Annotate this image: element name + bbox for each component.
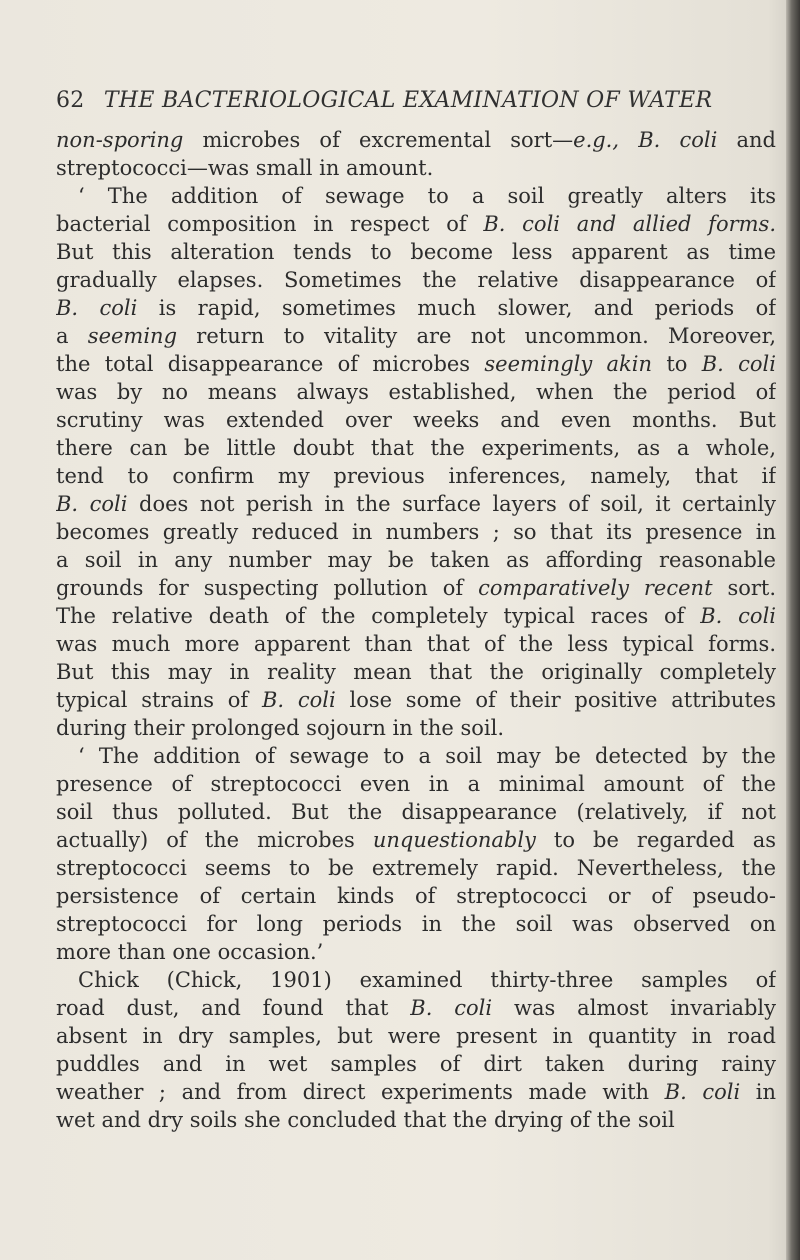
text-run: streptococci for long periods in the soil was observed on [56, 912, 776, 936]
text-line [56, 518, 776, 546]
italic-text: seeming [87, 324, 178, 348]
text-run: is rapid, sometimes much slower, and periods of [137, 296, 776, 320]
text-line [56, 1050, 776, 1078]
text-line [56, 630, 776, 658]
text-line [56, 910, 776, 938]
text-run: weather ; and from direct experiments made with [56, 1080, 665, 1104]
text-run: streptococci seems to be extremely rapid. Nevertheless, the [56, 856, 776, 880]
text-line [56, 350, 776, 378]
text-line [56, 210, 776, 238]
text-run: streptococci—was small in amount. [56, 156, 434, 180]
text-run: grounds for suspecting pollution of [56, 576, 479, 600]
text-run: the total disappearance of microbes [56, 352, 485, 376]
text-run: road dust, and found that [56, 996, 411, 1020]
text-run: there can be little doubt that the experiments, as a whole, [56, 436, 776, 460]
body-text [56, 126, 776, 1134]
italic-text: B. coli [410, 996, 493, 1020]
italic-text: unquestionably [372, 828, 536, 852]
italic-text: non-sporing [56, 128, 184, 152]
text-line [56, 434, 776, 462]
text-line [56, 714, 776, 742]
text-line [56, 1078, 776, 1106]
text-run: and [717, 128, 776, 152]
italic-text: B. coli [261, 688, 336, 712]
text-line [56, 882, 776, 910]
text-run: more than one occasion.’ [56, 940, 324, 964]
text-line [56, 770, 776, 798]
text-run: bacterial composition in respect of [56, 212, 484, 236]
text-run: ‘ The addition of sewage to a soil greatly alters its [78, 184, 776, 208]
italic-text: B. coli and allied forms. [483, 212, 776, 236]
text-run: tend to confirm my previous inferences, namely, that if [56, 464, 776, 488]
italic-text: B. coli [700, 604, 776, 628]
text-run: return to vitality are not uncommon. Moreover, [177, 324, 776, 348]
text-line [56, 854, 776, 882]
text-run: But this alteration tends to become less apparent as time [56, 240, 776, 264]
text-run: a soil in any number may be taken as affording reasonable [56, 548, 776, 572]
text-line [56, 826, 776, 854]
text-run: Chick (Chick, 1901) examined thirty-three samples of [78, 968, 776, 992]
text-line [56, 686, 776, 714]
text-run: ‘ The addition of sewage to a soil may be detected by the [78, 744, 776, 768]
text-run: But this may in reality mean that the originally completely [56, 660, 776, 684]
text-run: to [652, 352, 702, 376]
text-run: persistence of certain kinds of streptococci or of pseudo- [56, 884, 776, 908]
text-run: presence of streptococci even in a minimal amount of the [56, 772, 776, 796]
text-run: puddles and in wet samples of dirt taken during rainy [56, 1052, 776, 1076]
text-line [56, 798, 776, 826]
text-run: in [740, 1080, 776, 1104]
running-title: THE BACTERIOLOGICAL EXAMINATION OF WATER [103, 88, 713, 113]
text-line [56, 378, 776, 406]
text-run: actually) of the microbes [56, 828, 373, 852]
italic-text: comparatively recent [478, 576, 713, 600]
text-line [56, 238, 776, 266]
text-line [56, 1022, 776, 1050]
text-line [56, 154, 776, 182]
italic-text: seemingly akin [484, 352, 653, 376]
page-number: 62 [56, 88, 85, 113]
text-line [56, 266, 776, 294]
text-line [56, 602, 776, 630]
text-line [56, 546, 776, 574]
text-run: typical strains of [56, 688, 262, 712]
text-run: was almost invariably [492, 996, 776, 1020]
text-line [56, 966, 776, 994]
italic-text: B. coli [664, 1080, 741, 1104]
italic-text: e.g., B. coli [573, 128, 718, 152]
text-line [56, 938, 776, 966]
text-line [56, 490, 776, 518]
text-run: lose some of their positive attributes [335, 688, 776, 712]
page-edge-shadow [786, 0, 800, 1260]
text-line [56, 322, 776, 350]
text-run: during their prolonged sojourn in the soil. [56, 716, 505, 740]
text-run: scrutiny was extended over weeks and even months. But [56, 408, 776, 432]
text-line [56, 1106, 776, 1134]
text-run: was by no means always established, when the period of [56, 380, 776, 404]
text-run: becomes greatly reduced in numbers ; so that its presence in [56, 520, 776, 544]
text-run: gradually elapses. Sometimes the relative disappearance of [56, 268, 776, 292]
running-header [56, 88, 756, 113]
text-run: soil thus polluted. But the disappearance (relatively, if not [56, 800, 776, 824]
text-run: sort. [712, 576, 776, 600]
text-line [56, 182, 776, 210]
text-line [56, 574, 776, 602]
text-run: to be regarded as [535, 828, 776, 852]
text-line [56, 658, 776, 686]
italic-text: B. coli [701, 352, 776, 376]
text-run: a [56, 324, 88, 348]
text-run: The relative death of the completely typical races of [56, 604, 701, 628]
italic-text: B. coli [56, 296, 138, 320]
text-line [56, 742, 776, 770]
text-run: absent in dry samples, but were present in quantity in road [56, 1024, 776, 1048]
text-run: was much more apparent than that of the less typical forms. [56, 632, 776, 656]
text-line [56, 994, 776, 1022]
text-line [56, 462, 776, 490]
text-line [56, 406, 776, 434]
text-run: does not perish in the surface layers of soil, it certainly [127, 492, 776, 516]
text-run: microbes of excremental sort— [183, 128, 574, 152]
text-line [56, 126, 776, 154]
text-line [56, 294, 776, 322]
text-run: wet and dry soils she concluded that the drying of the soil [56, 1108, 675, 1132]
italic-text: B. coli [56, 492, 128, 516]
